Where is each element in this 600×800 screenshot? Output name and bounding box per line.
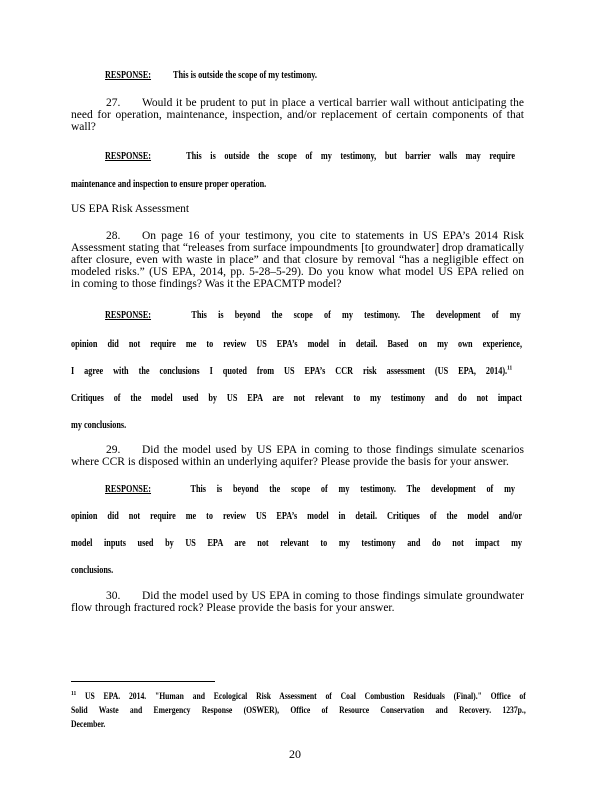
- response-label: RESPONSE:: [105, 310, 152, 321]
- footnote-line-3: December.: [71, 719, 106, 729]
- question-28-line-2: Assessment stating that “releases from surface impoundments [to groundwater] drop dramatically: [71, 242, 524, 254]
- page-number: 20: [289, 747, 301, 761]
- response-29-line-2: opinion did not require me to review US EPA’s model in detail. Critiques of the model and/or: [71, 511, 522, 522]
- question-30-number: 30.: [106, 590, 121, 602]
- response-label: RESPONSE:: [105, 70, 152, 81]
- question-30-line-1: Did the model used by US EPA in coming to those findings simulate groundwater: [142, 590, 524, 602]
- response-28-line-1-text: This is beyond the scope of my testimony. The development of my: [191, 310, 521, 321]
- response-label: RESPONSE:: [105, 151, 152, 162]
- response-27-line-1: [105, 151, 515, 162]
- question-27-line-3: wall?: [71, 121, 96, 133]
- footnote-ref: 11: [507, 364, 513, 372]
- response-27-line-2: maintenance and inspection to ensure proper operation.: [71, 179, 267, 190]
- response-29-line-4: conclusions.: [71, 565, 114, 576]
- response-28-line-5: my conclusions.: [71, 420, 127, 431]
- footnote-separator: [71, 681, 215, 682]
- footnote-marker: 11: [71, 690, 77, 697]
- question-30-line-2: flow through fractured rock? Please provide the basis for your answer.: [71, 602, 395, 614]
- question-29-line-2: where CCR is disposed within an underlying aquifer? Please provide the basis for your answer.: [71, 456, 509, 468]
- footnote-line-1: [71, 690, 526, 703]
- response-29-line-3: model inputs used by US EPA are not relevant to my testimony and do not impact my: [71, 538, 522, 549]
- question-29-line-1: Did the model used by US EPA in coming to those findings simulate scenarios: [142, 444, 524, 456]
- response-26-text: This is outside the scope of my testimony.: [173, 70, 317, 81]
- question-28-number: 28.: [106, 230, 121, 242]
- question-28-line-5: in coming to those findings? Was it the EPACMTP model?: [71, 278, 342, 290]
- question-28-line-1: On page 16 of your testimony, you cite to statements in US EPA’s 2014 Risk: [142, 230, 524, 242]
- response-29-line-1: [105, 484, 515, 495]
- section-heading: US EPA Risk Assessment: [71, 203, 190, 215]
- response-28-line-4: Critiques of the model used by US EPA are not relevant to my testimony and do not impact: [71, 393, 522, 404]
- response-28-line-1: [105, 310, 521, 321]
- question-27-line-2: need for operation, maintenance, inspection, and/or replacement of certain components of that: [71, 109, 524, 121]
- question-28-line-4: modeled risks.” (US EPA, 2014, pp. 5-28–5-29). Do you know what model US EPA relied on: [71, 266, 524, 278]
- response-label: RESPONSE:: [105, 484, 152, 495]
- question-27-line-1: Would it be prudent to put in place a vertical barrier wall without anticipating the: [142, 97, 524, 109]
- footnote-line-2: Solid Waste and Emergency Response (OSWER), Office of Resource Conservation and Recovery. 1237p.,: [71, 705, 526, 715]
- response-28-line-2: opinion did not require me to review US EPA’s model in detail. Based on my own experience,: [71, 339, 522, 350]
- response-29-line-1-text: This is beyond the scope of my testimony. The development of my: [190, 484, 516, 495]
- footnote-line-1-text: US EPA. 2014. "Human and Ecological Risk Assessment of Coal Combustion Residuals (Final)." Office of: [85, 691, 526, 701]
- question-28-line-3: after closure, even with waste in place” and that closure by removal “has a negligible effect on: [71, 254, 524, 266]
- response-27-line-1-text: This is outside the scope of my testimony, but barrier walls may require: [186, 151, 515, 162]
- response-28-line-3: [71, 366, 512, 377]
- response-28-line-3-text: I agree with the conclusions I quoted from US EPA’s CCR risk assessment (US EPA, 2014).: [71, 366, 508, 377]
- response-26: [105, 70, 355, 81]
- question-27-number: 27.: [106, 97, 121, 109]
- question-29-number: 29.: [106, 444, 121, 456]
